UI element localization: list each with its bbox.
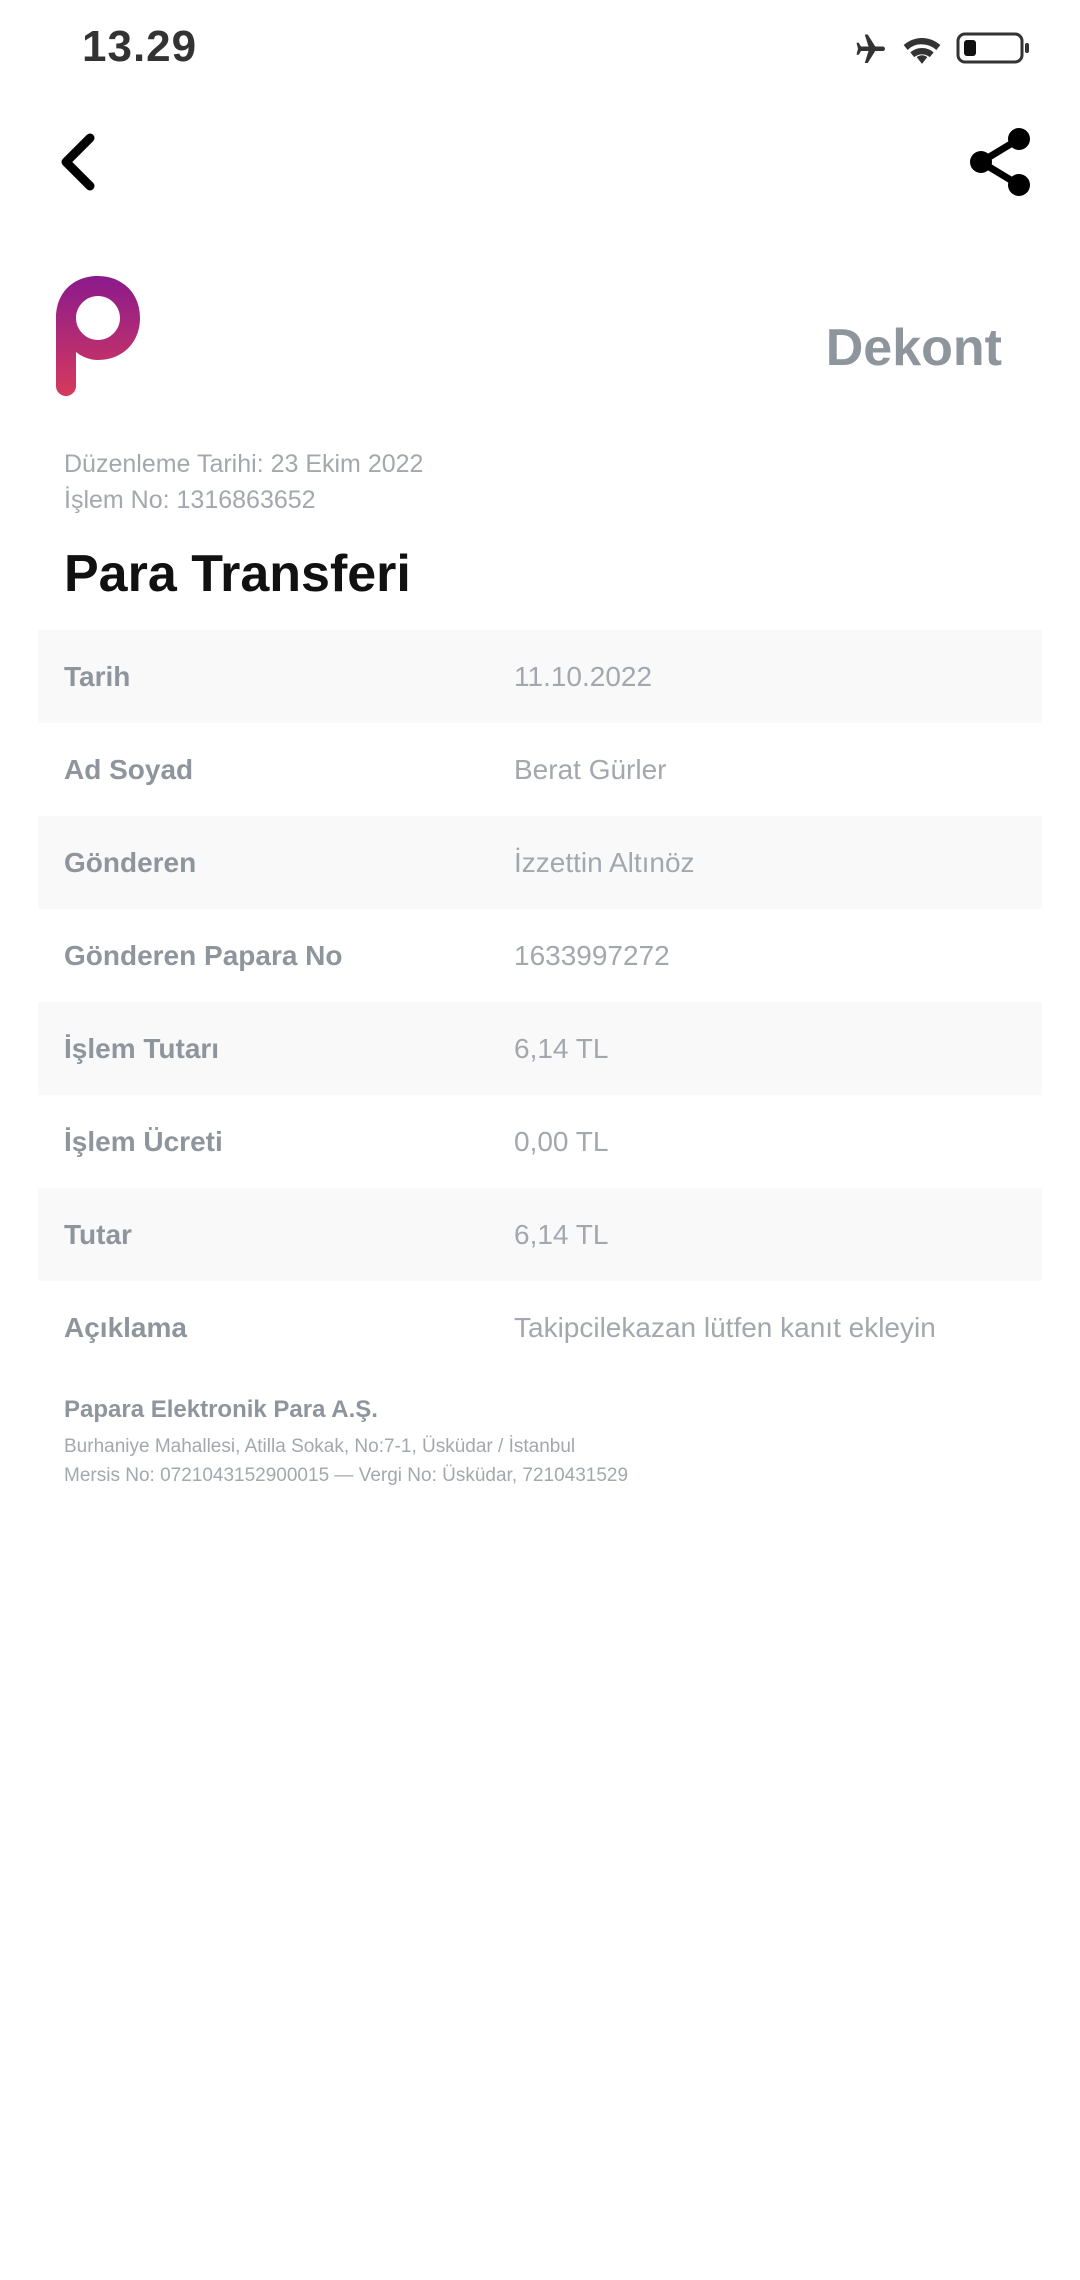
- detail-label: Gönderen: [64, 846, 197, 878]
- receipt-meta: [64, 446, 423, 518]
- details-table: [38, 630, 1042, 1374]
- detail-value: 0,00 TL: [514, 1125, 609, 1157]
- detail-label: Açıklama: [64, 1311, 187, 1343]
- status-time: 13.29: [82, 22, 198, 71]
- detail-value: İzzettin Altınöz: [514, 846, 695, 878]
- detail-value: 6,14 TL: [514, 1032, 609, 1064]
- company-footer: [64, 1396, 628, 1490]
- wifi-icon: [902, 31, 942, 65]
- detail-label: Ad Soyad: [64, 753, 194, 785]
- detail-row-recipient: [38, 723, 1042, 816]
- page-title: Para Transferi: [64, 545, 411, 603]
- detail-label: Tarih: [64, 660, 131, 692]
- detail-row-fee: [38, 1095, 1042, 1188]
- detail-row-date: [38, 630, 1042, 723]
- detail-row-total: [38, 1188, 1042, 1281]
- document-type-label: Dekont: [825, 319, 1002, 377]
- detail-value: 11.10.2022: [514, 660, 653, 692]
- papara-logo: [56, 276, 140, 396]
- detail-label: Tutar: [64, 1218, 132, 1250]
- detail-label: Gönderen Papara No: [64, 939, 343, 971]
- company-address: Burhaniye Mahallesi, Atilla Sokak, No:7-1, Üsküdar / İstanbul: [64, 1436, 576, 1457]
- transaction-number: İşlem No: 1316863652: [64, 486, 316, 514]
- detail-value: 1633997272: [514, 939, 670, 971]
- detail-row-transaction-amount: [38, 1002, 1042, 1095]
- back-button[interactable]: [46, 128, 110, 200]
- issue-date: Düzenleme Tarihi: 23 Ekim 2022: [64, 450, 424, 478]
- share-icon: [967, 127, 1033, 202]
- detail-row-sender: [38, 816, 1042, 909]
- chevron-left-icon: [56, 132, 100, 197]
- detail-row-description: [38, 1281, 1042, 1374]
- status-bar: [0, 0, 1080, 96]
- status-icons: [852, 28, 1032, 68]
- detail-label: İşlem Ücreti: [64, 1125, 223, 1157]
- detail-value: Takipcilekazan lütfen kanıt ekleyin: [514, 1311, 936, 1343]
- detail-value: 6,14 TL: [514, 1218, 609, 1250]
- detail-row-sender-no: [38, 909, 1042, 1002]
- airplane-icon: [852, 30, 888, 66]
- detail-value: Berat Gürler: [514, 753, 667, 785]
- detail-label: İşlem Tutarı: [64, 1032, 220, 1064]
- share-button[interactable]: [960, 124, 1040, 204]
- company-name: Papara Elektronik Para A.Ş.: [64, 1396, 378, 1423]
- battery-icon: [956, 30, 1032, 66]
- company-registry: Mersis No: 0721043152900015 — Vergi No: Üsküdar, 7210431529: [64, 1465, 629, 1486]
